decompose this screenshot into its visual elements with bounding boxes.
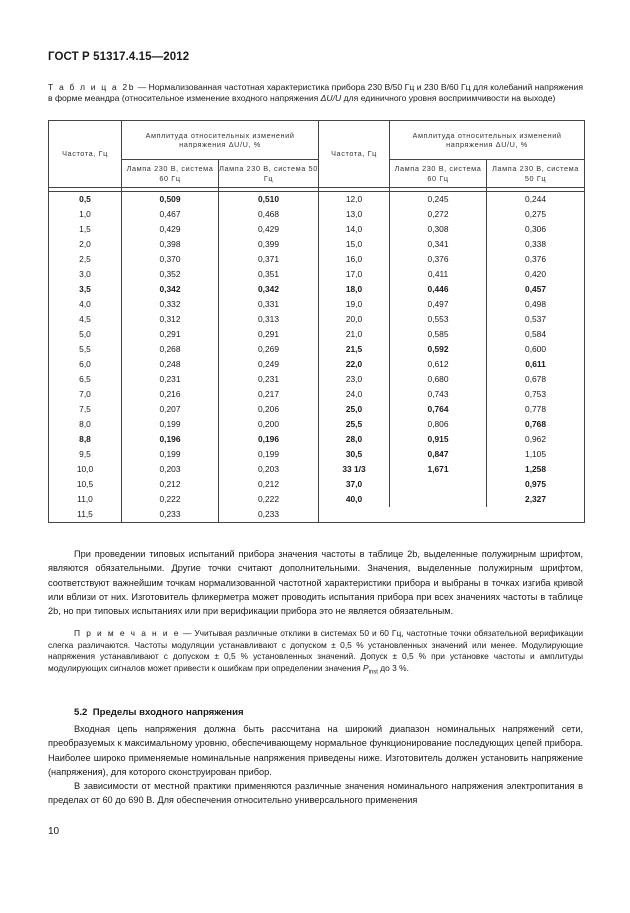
section-number: 5.2 xyxy=(74,707,88,718)
cell-50hz-right: 0,420 xyxy=(487,267,585,282)
cell-60hz-right: 0,497 xyxy=(390,297,487,312)
cell-freq-left: 5,5 xyxy=(49,342,122,357)
cell-60hz-right: 0,341 xyxy=(390,237,487,252)
cell-60hz-left: 0,291 xyxy=(122,327,219,342)
col-header-50-left: Лампа 230 В, система 50 Гц xyxy=(219,160,319,188)
cell-freq-left: 10,5 xyxy=(49,477,122,492)
table-row xyxy=(49,402,585,417)
cell-50hz-right: 0,975 xyxy=(487,477,585,492)
cell-50hz-right: 0,753 xyxy=(487,387,585,402)
cell-50hz-right: 0,244 xyxy=(487,192,585,208)
cell-50hz-left: 0,196 xyxy=(219,432,319,447)
table-row xyxy=(49,462,585,477)
table-row xyxy=(49,492,585,507)
cell-freq-right: 22,0 xyxy=(319,357,390,372)
table-row xyxy=(49,252,585,267)
cell-60hz-left: 0,248 xyxy=(122,357,219,372)
table-row xyxy=(49,282,585,297)
cell-freq-right: 14,0 xyxy=(319,222,390,237)
note-label: П р и м е ч а н и е xyxy=(74,628,180,638)
paragraph-bold-points: При проведении типовых испытаний прибора значения частоты в таблице 2b, выделенные полужирным шрифтом, являются обязательными. Другие точки считают дополнительными. Значения, выделенные полужирным шрифтом, соответствуют важнейшим точкам нормализованной частотной характеристики прибора и выбраны в точках изгиба кривой или вблизи от них. Изготовитель фликерметра может проводить испытания прибора при всех значениях частоты в таблице 2b, но при типовых испытаниях или при верификации прибора это не является обязательным. xyxy=(48,549,583,617)
cell-50hz-right: 0,457 xyxy=(487,282,585,297)
cell-50hz-right: 0,376 xyxy=(487,252,585,267)
table-row xyxy=(49,507,585,523)
cell-50hz-left: 0,351 xyxy=(219,267,319,282)
cell-50hz-left: 0,429 xyxy=(219,222,319,237)
cell-60hz-right xyxy=(390,477,487,492)
cell-50hz-right: 2,327 xyxy=(487,492,585,507)
cell-60hz-left: 0,370 xyxy=(122,252,219,267)
cell-50hz-right: 0,611 xyxy=(487,357,585,372)
cell-60hz-right: 0,245 xyxy=(390,192,487,208)
cell-60hz-right: 0,764 xyxy=(390,402,487,417)
cell-60hz-right: 0,585 xyxy=(390,327,487,342)
cell-50hz-right: 0,498 xyxy=(487,297,585,312)
cell-60hz-right: 0,446 xyxy=(390,282,487,297)
cell-freq-left: 11,0 xyxy=(49,492,122,507)
table-row xyxy=(49,207,585,222)
cell-50hz-left: 0,510 xyxy=(219,192,319,208)
cell-60hz-right: 0,308 xyxy=(390,222,487,237)
cell-60hz-left: 0,222 xyxy=(122,492,219,507)
cell-freq-right: 16,0 xyxy=(319,252,390,267)
cell-freq-right: 40,0 xyxy=(319,492,390,507)
cell-60hz-left: 0,429 xyxy=(122,222,219,237)
table-row xyxy=(49,417,585,432)
cell-60hz-left: 0,216 xyxy=(122,387,219,402)
cell-60hz-left: 0,199 xyxy=(122,447,219,462)
cell-60hz-right: 0,592 xyxy=(390,342,487,357)
table-row xyxy=(49,237,585,252)
cell-50hz-left: 0,269 xyxy=(219,342,319,357)
col-header-freq-left: Частота, Гц xyxy=(49,121,122,188)
cell-50hz-right: 0,678 xyxy=(487,372,585,387)
cell-freq-right: 24,0 xyxy=(319,387,390,402)
table-row xyxy=(49,447,585,462)
cell-freq-right: 37,0 xyxy=(319,477,390,492)
table-row xyxy=(49,267,585,282)
cell-50hz-left: 0,222 xyxy=(219,492,319,507)
cell-50hz-right: 0,600 xyxy=(487,342,585,357)
note-p-sub: inst xyxy=(368,669,378,676)
cell-freq-right: 13,0 xyxy=(319,207,390,222)
cell-60hz-left: 0,231 xyxy=(122,372,219,387)
cell-60hz-left: 0,199 xyxy=(122,417,219,432)
cell-freq-right: 15,0 xyxy=(319,237,390,252)
table-row xyxy=(49,192,585,208)
section-title: Пределы входного напряжения xyxy=(92,707,244,718)
table-row xyxy=(49,297,585,312)
cell-freq-right: 30,5 xyxy=(319,447,390,462)
cell-60hz-left: 0,212 xyxy=(122,477,219,492)
cell-freq-left: 6,5 xyxy=(49,372,122,387)
document-header: ГОСТ Р 51317.4.15—2012 xyxy=(48,51,190,63)
cell-freq-left: 6,0 xyxy=(49,357,122,372)
cell-freq-right: 21,5 xyxy=(319,342,390,357)
cell-50hz-right: 0,768 xyxy=(487,417,585,432)
cell-60hz-left: 0,342 xyxy=(122,282,219,297)
cell-50hz-left: 0,217 xyxy=(219,387,319,402)
caption-du: ΔU/U xyxy=(320,93,342,104)
cell-freq-left: 3,0 xyxy=(49,267,122,282)
cell-60hz-right: 1,671 xyxy=(390,462,487,477)
col-header-60-left: Лампа 230 В, система 60 Гц xyxy=(122,160,219,188)
cell-50hz-left: 0,206 xyxy=(219,402,319,417)
cell-50hz-left: 0,331 xyxy=(219,297,319,312)
table-row xyxy=(49,357,585,372)
cell-50hz-left: 0,231 xyxy=(219,372,319,387)
note-text-b: до 3 %. xyxy=(377,662,409,673)
table-row xyxy=(49,387,585,402)
cell-freq-right: 17,0 xyxy=(319,267,390,282)
cell-freq-left: 10,0 xyxy=(49,462,122,477)
col-header-60-right: Лампа 230 В, система 60 Гц xyxy=(390,160,487,188)
cell-50hz-left: 0,203 xyxy=(219,462,319,477)
table-row xyxy=(49,342,585,357)
cell-50hz-left: 0,212 xyxy=(219,477,319,492)
cell-freq-right: 18,0 xyxy=(319,282,390,297)
table-row xyxy=(49,312,585,327)
cell-50hz-left: 0,249 xyxy=(219,357,319,372)
cell-60hz-left: 0,196 xyxy=(122,432,219,447)
cell-60hz-left: 0,467 xyxy=(122,207,219,222)
cell-freq-left: 11,5 xyxy=(49,507,122,523)
cell-freq-right: 25,0 xyxy=(319,402,390,417)
cell-50hz-left: 0,233 xyxy=(219,507,319,523)
table-row xyxy=(49,432,585,447)
cell-freq-right: 23,0 xyxy=(319,372,390,387)
cell-freq-right: 25,5 xyxy=(319,417,390,432)
cell-60hz-left: 0,352 xyxy=(122,267,219,282)
cell-freq-right: 21,0 xyxy=(319,327,390,342)
cell-freq-left: 1,5 xyxy=(49,222,122,237)
paragraph-input-circuit: Входная цепь напряжения должна быть рассчитана на широкий диапазон номинальных напряжений сети, преобразуемых к максимальному уровню, обеспечивающему нормальное функционирование последующих цепей прибора. Наиболее широко применяемые номинальные напряжения приведены ниже. Изготовитель должен установить напряжение (напряжения), для которого сконструирован прибор. xyxy=(48,724,583,777)
cell-freq-left: 9,5 xyxy=(49,447,122,462)
cell-freq-left: 7,5 xyxy=(49,402,122,417)
cell-50hz-right: 0,537 xyxy=(487,312,585,327)
cell-freq-left: 4,5 xyxy=(49,312,122,327)
col-header-freq-right: Частота, Гц xyxy=(319,121,390,188)
cell-freq-left: 8,8 xyxy=(49,432,122,447)
cell-freq-left: 7,0 xyxy=(49,387,122,402)
cell-50hz-left: 0,291 xyxy=(219,327,319,342)
cell-freq-left: 4,0 xyxy=(49,297,122,312)
empty-cell xyxy=(319,507,585,523)
cell-50hz-right: 0,338 xyxy=(487,237,585,252)
cell-60hz-left: 0,398 xyxy=(122,237,219,252)
cell-60hz-right xyxy=(390,492,487,507)
note xyxy=(48,628,583,679)
cell-50hz-left: 0,200 xyxy=(219,417,319,432)
cell-60hz-right: 0,272 xyxy=(390,207,487,222)
cell-60hz-right: 0,915 xyxy=(390,432,487,447)
cell-freq-left: 2,0 xyxy=(49,237,122,252)
cell-60hz-left: 0,312 xyxy=(122,312,219,327)
cell-60hz-right: 0,376 xyxy=(390,252,487,267)
cell-50hz-right: 1,258 xyxy=(487,462,585,477)
col-header-amp-right: Амплитуда относительных изменений напряжения ΔU/U, % xyxy=(390,121,585,160)
cell-freq-left: 2,5 xyxy=(49,252,122,267)
cell-freq-right: 19,0 xyxy=(319,297,390,312)
caption-text-a: — Нормализованная частотная характеристика прибора 230 В/50 Гц и 230 В/60 Гц для колебаний напряжения в форме меандра (относительное изменение входного напряжения xyxy=(48,82,584,104)
cell-freq-left: 3,5 xyxy=(49,282,122,297)
cell-50hz-left: 0,468 xyxy=(219,207,319,222)
cell-50hz-left: 0,399 xyxy=(219,237,319,252)
cell-50hz-right: 0,778 xyxy=(487,402,585,417)
cell-60hz-right: 0,680 xyxy=(390,372,487,387)
cell-freq-left: 8,0 xyxy=(49,417,122,432)
col-header-amp-left: Амплитуда относительных изменений напряжения ΔU/U, % xyxy=(122,121,319,160)
cell-50hz-left: 0,371 xyxy=(219,252,319,267)
table-row xyxy=(49,477,585,492)
paragraph-local-practice: В зависимости от местной практики применяются различные значения номинального напряжения электропитания в пределах от 60 до 690 В. Для обеспечения относительно универсального применения xyxy=(48,781,583,806)
cell-50hz-left: 0,199 xyxy=(219,447,319,462)
cell-60hz-right: 0,411 xyxy=(390,267,487,282)
cell-50hz-right: 0,584 xyxy=(487,327,585,342)
table-row xyxy=(49,327,585,342)
cell-60hz-right: 0,553 xyxy=(390,312,487,327)
cell-freq-right: 20,0 xyxy=(319,312,390,327)
cell-freq-right: 12,0 xyxy=(319,192,390,208)
cell-60hz-left: 0,203 xyxy=(122,462,219,477)
note-text-a: — Учитывая различные отклики в системах 50 и 60 Гц, частотные точки обязательной верификации слегка различаются. Частоты модуляции устанавливают с допуском ± 0,5 % установленных значений или менее. Модулирующие напряжения устанавливают с допуском ± 0,5 % установленных значений. Допуск ± 0,5 % при установке частоты и амплитуды модулирующих сигналов может привести к ошибкам при определении значения xyxy=(48,628,583,673)
cell-50hz-left: 0,313 xyxy=(219,312,319,327)
cell-60hz-left: 0,509 xyxy=(122,192,219,208)
cell-freq-right: 28,0 xyxy=(319,432,390,447)
note-p: P xyxy=(363,662,369,673)
table-caption xyxy=(48,82,583,104)
col-header-50-right: Лампа 230 В, система 50 Гц xyxy=(487,160,585,188)
cell-60hz-left: 0,332 xyxy=(122,297,219,312)
page-number: 10 xyxy=(48,826,60,837)
cell-60hz-right: 0,847 xyxy=(390,447,487,462)
cell-freq-left: 0,5 xyxy=(49,192,122,208)
cell-60hz-right: 0,612 xyxy=(390,357,487,372)
table-row xyxy=(49,222,585,237)
section-heading xyxy=(74,707,244,718)
cell-50hz-right: 0,306 xyxy=(487,222,585,237)
caption-text-b: для единичного уровня восприимчивости на выходе) xyxy=(341,93,556,104)
cell-60hz-right: 0,743 xyxy=(390,387,487,402)
caption-label: Т а б л и ц а 2b xyxy=(48,82,136,92)
cell-50hz-right: 0,275 xyxy=(487,207,585,222)
cell-50hz-right: 0,962 xyxy=(487,432,585,447)
cell-60hz-left: 0,207 xyxy=(122,402,219,417)
cell-60hz-right: 0,806 xyxy=(390,417,487,432)
cell-freq-right: 33 1/3 xyxy=(319,462,390,477)
cell-freq-left: 5,0 xyxy=(49,327,122,342)
frequency-table xyxy=(48,120,585,523)
cell-60hz-left: 0,268 xyxy=(122,342,219,357)
cell-freq-left: 1,0 xyxy=(49,207,122,222)
cell-50hz-left: 0,342 xyxy=(219,282,319,297)
cell-50hz-right: 1,105 xyxy=(487,447,585,462)
cell-60hz-left: 0,233 xyxy=(122,507,219,523)
table-row xyxy=(49,372,585,387)
